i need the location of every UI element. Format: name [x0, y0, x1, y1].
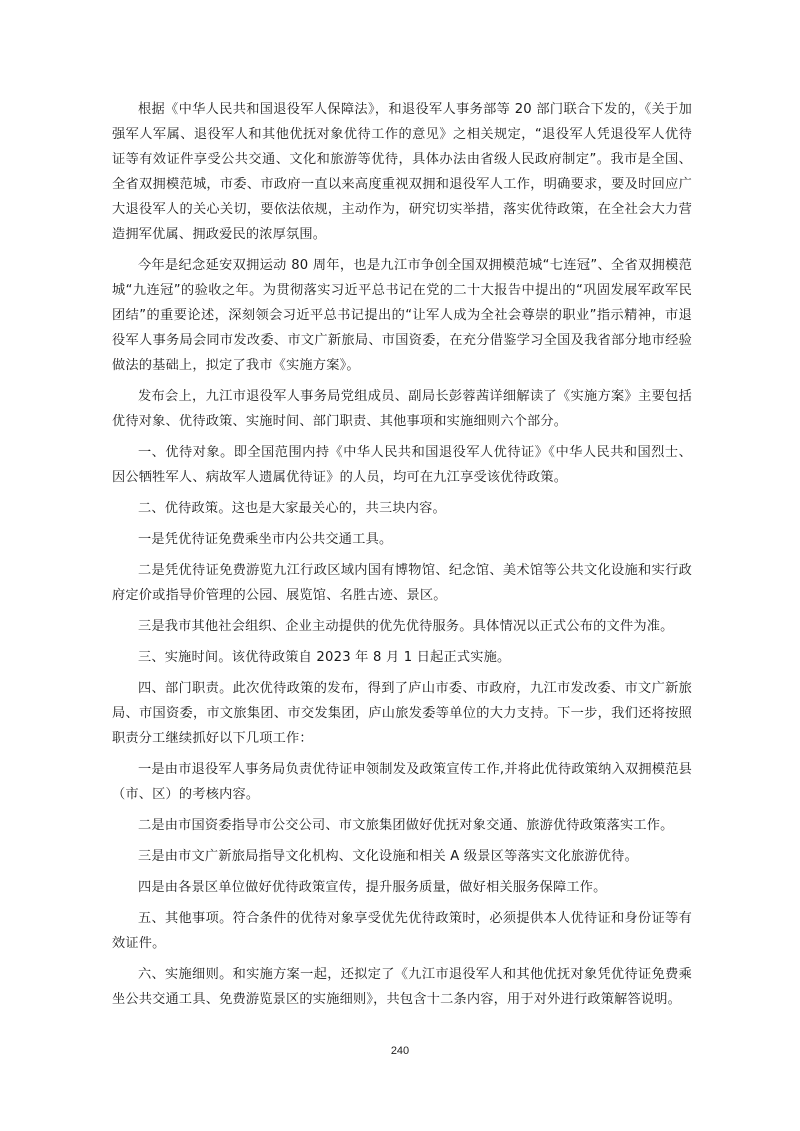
- document-body: [112, 97, 692, 1018]
- paragraph-task-4: 四是由各景区单位做好优待政策宣传，提升服务质量，做好相关服务保障工作。: [138, 880, 607, 895]
- paragraph-press-conference: 发布会上，九江市退役军人事务局党组成员、副局长彭蓉茜详细解读了《实施方案》主要包括优待对象、优待政策、实施时间、部门职责、其他事项和实施细则六个部分。: [112, 389, 692, 429]
- paragraph-section-2-policy: 二、优待政策。这也是大家最关心的，共三块内容。: [138, 501, 446, 516]
- paragraph-task-2: 二是由市国资委指导市公交公司、市文旅集团做好优抚对象交通、旅游优待政策落实工作。: [138, 818, 674, 833]
- paragraph-section-5-other: 五、其他事项。符合条件的优待对象享受优先优待政策时，必须提供本人优待证和身份证等有效证件。: [112, 911, 692, 951]
- paragraph-policy-item-3: 三是我市其他社会组织、企业主动提供的优先优待服务。具体情况以正式公布的文件为准。: [138, 619, 674, 634]
- paragraph-section-1-recipients: 一、优待对象。即全国范围内持《中华人民共和国退役军人优待证》《中华人民共和国烈士、因公牺牲军人、病故军人遗属优待证》的人员，均可在九江享受该优待政策。: [112, 445, 692, 485]
- paragraph-section-4-responsibilities: 四、部门职责。此次优待政策的发布，得到了庐山市委、市政府，九江市发改委、市文广新旅局、市国资委，市文旅集团、市交发集团，庐山旅发委等单位的大力支持。下一步，我们还将按照职责分工继续抓好以下几项工作：: [112, 681, 692, 746]
- paragraph-policy-item-1: 一是凭优待证免费乘坐市内公共交通工具。: [138, 532, 393, 547]
- paragraph-section-3-effective-date: 三、实施时间。该优待政策自 2023 年 8 月 1 日起正式实施。: [138, 650, 511, 665]
- paragraph-policy-item-2: 二是凭优待证免费游览九江行政区域内国有博物馆、纪念馆、美术馆等公共文化设施和实行政府定价或指导价管理的公园、展览馆、名胜古迹、景区。: [112, 563, 692, 603]
- paragraph-task-3: 三是由市文广新旅局指导文化机构、文化设施和相关 A 级景区等落实文化旅游优待。: [138, 849, 638, 864]
- paragraph-background: 今年是纪念延安双拥运动 80 周年，也是九江市争创全国双拥模范城“七连冠”、全省双拥模范城“九连冠”的验收之年。为贯彻落实习近平总书记在党的二十大报告中提出的“巩固发展军政军民团结”的重要论述，深刻领会习近平总书记提出的“让军人成为全社会尊崇的职业”指示精神，市退役军人事务局会同市发改委、市文广新旅局、市国资委，在充分借鉴学习全国及我省部分地市经验做法的基础上，拟定了我市《实施方案》。: [112, 258, 692, 373]
- page-number: 240: [390, 1045, 410, 1057]
- paragraph-legal-basis: 根据《中华人民共和国退役军人保障法》，和退役军人事务部等 20 部门联合下发的，《关于加强军人军属、退役军人和其他优抚对象优待工作的意见》之相关规定，“退役军人凭退役军人优待证等有效证件享受公共交通、文化和旅游等优待，具体办法由省级人民政府制定”。我市是全国、全省双拥模范城，市委、市政府一直以来高度重视双拥和退役军人工作，明确要求，要及时回应广大退役军人的关心关切，要依法依规，主动作为，研究切实举措，落实优待政策，在全社会大力营造拥军优属、拥政爱民的浓厚氛围。: [112, 102, 692, 242]
- paragraph-task-1: 一是由市退役军人事务局负责优待证申领制发及政策宣传工作,并将此优待政策纳入双拥模范县（市、区）的考核内容。: [112, 762, 692, 802]
- paragraph-section-6-rules: 六、实施细则。和实施方案一起，还拟定了《九江市退役军人和其他优抚对象凭优待证免费乘坐公共交通工具、免费游览景区的实施细则》，共包含十二条内容，用于对外进行政策解答说明。: [112, 967, 692, 1007]
